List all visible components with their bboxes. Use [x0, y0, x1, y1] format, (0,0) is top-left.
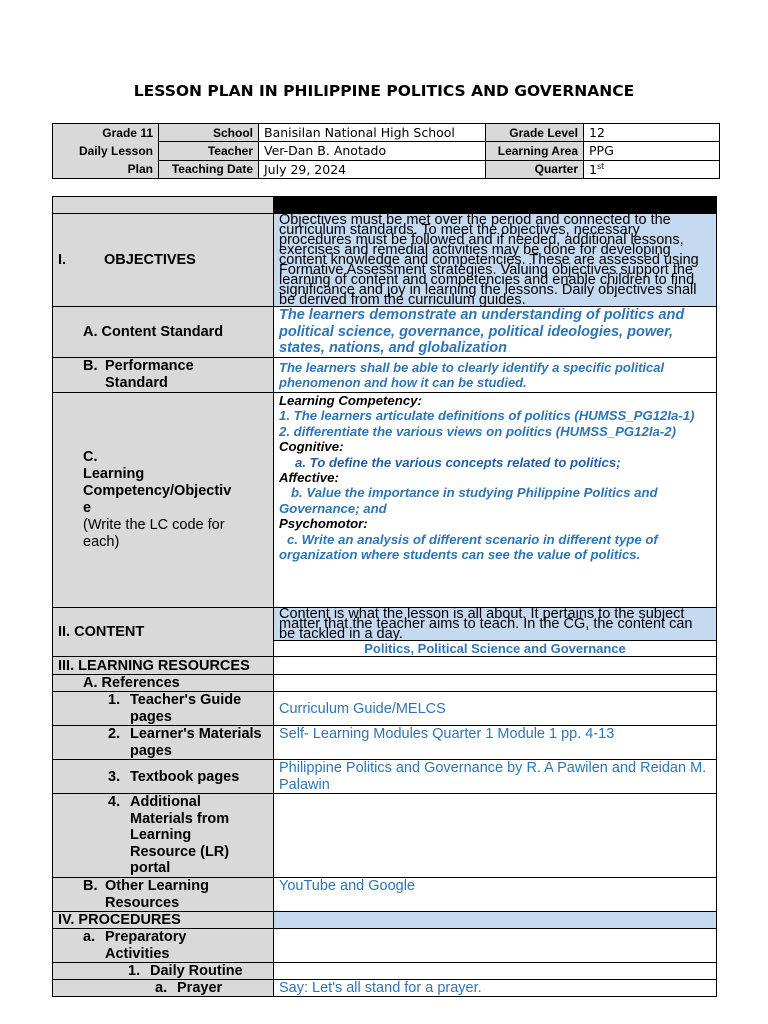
teachers-guide-value: Curriculum Guide/MELCS [274, 692, 717, 726]
content-topic: Politics, Political Science and Governance [274, 641, 717, 657]
competency-label-3: e [83, 500, 92, 516]
textbook-value: Philippine Politics and Governance by R. A Pawilen and Reidan M. Palawin [274, 760, 717, 794]
content-standard-label: A. Content Standard [53, 307, 274, 358]
additional-materials-text: Additional Materials from Learning Resource (LR) portal [130, 794, 230, 877]
grade-block [53, 124, 159, 179]
grade-level-value: 12 [584, 124, 720, 142]
quarter-value [584, 160, 720, 178]
content-note: Content is what the lesson is all about. It pertains to the subject matter that the teacher aims to teach. In the CG, the content can be tackled in a day. [274, 608, 717, 641]
objectives-heading [53, 214, 274, 307]
quarter-suffix: st [596, 161, 605, 171]
other-resources-text: Other Learning Resources [105, 878, 209, 911]
teachers-guide-num: 1. [108, 692, 121, 708]
additional-materials-num: 4. [108, 794, 121, 811]
cognitive-objective: a. To define the various concepts related to politics; [295, 454, 621, 470]
lc-item-2: 2. differentiate the various views on politics (HUMSS_PG12Ia-2) [279, 423, 676, 439]
objectives-numeral: I. [58, 252, 67, 268]
performance-label-1: Performance [105, 358, 194, 374]
psychomotor-label: Psychomotor: [279, 516, 368, 532]
other-resources-value: YouTube and Google [274, 878, 717, 912]
teachers-guide-text: Teacher's Guide pages [130, 692, 242, 725]
teachers-guide-label [53, 692, 274, 726]
grade-block-line-3: Plan [127, 162, 153, 176]
learning-area-label: Learning Area [486, 142, 584, 160]
preparatory-text: Preparatory Activities [105, 929, 187, 962]
additional-materials-value [274, 794, 717, 878]
procedures-blank [274, 912, 717, 929]
preparatory-letter: a. [83, 929, 96, 945]
cognitive-label: Cognitive: [279, 439, 344, 455]
prayer-letter: a. [155, 980, 168, 996]
performance-letter: B. [83, 358, 98, 374]
preparatory-blank [274, 929, 717, 963]
page-title: LESSON PLAN IN PHILIPPINE POLITICS AND GOVERNANCE [133, 82, 635, 100]
performance-standard-text: The learners shall be able to clearly identify a specific political phenomenon and how it can be studied. [274, 358, 717, 393]
references-label: A. References [53, 675, 274, 692]
school-label: School [159, 124, 259, 142]
quarter-label: Quarter [486, 160, 584, 178]
competency-label-2: Competency/Objectiv [83, 483, 232, 499]
content-heading: II. CONTENT [53, 608, 274, 657]
daily-routine-label [53, 963, 274, 980]
grade-block-line-2: Daily Lesson [78, 144, 153, 158]
objectives-note: Objectives must be met over the period and connected to the curriculum standards. To meet the objectives, necessary procedures must be followed and if needed, additional lessons, exercises and remedial activities may be done for developing content knowledge and competencies. These are assessed using Formative Assessment strategies. Valuing objectives support the learning of content and competencies and enable children to find significance and joy in learning the lessons. Daily objectives shall be derived from the curriculum guides. [274, 214, 717, 307]
learning-area-value: PPG [584, 142, 720, 160]
grade-block-line-1: Grade 11 [102, 126, 153, 140]
procedures-heading: IV. PROCEDURES [53, 912, 274, 929]
top-black-bar [274, 197, 717, 214]
content-standard-text: The learners demonstrate an understanding of politics and political science, governance, political ideologies, power, states, nations, and globalization [274, 307, 717, 358]
lc-item-1: 1. The learners articulate definitions of politics (HUMSS_PG12Ia-1) [279, 408, 695, 424]
other-resources-letter: B. [83, 878, 98, 894]
daily-routine-num: 1. [128, 963, 141, 979]
resources-heading: III. LEARNING RESOURCES [53, 657, 274, 675]
competency-label [53, 393, 274, 608]
school-value: Banisilan National High School [259, 124, 486, 142]
date-value: July 29, 2024 [259, 160, 486, 178]
references-blank [274, 675, 717, 692]
competency-label-1: Learning [83, 466, 145, 482]
lc-heading: Learning Competency: [279, 393, 422, 408]
preparatory-label [53, 929, 274, 963]
learners-materials-text: Learner's Materials pages [130, 726, 262, 759]
header-table [52, 123, 720, 179]
affective-objective: b. Value the importance in studying Philippine Politics and Governance; and [279, 485, 658, 516]
teacher-label: Teacher [159, 142, 259, 160]
learners-materials-label [53, 726, 274, 760]
other-resources-label [53, 878, 274, 912]
prayer-value: Say: Let's all stand for a prayer. [274, 980, 717, 997]
quarter-number: 1 [589, 161, 597, 177]
lesson-table [52, 196, 717, 997]
competency-letter: C. [83, 449, 98, 465]
competency-label-4: (Write the LC code for each) [83, 517, 225, 550]
competency-content [274, 393, 717, 608]
textbook-num: 3. [108, 768, 121, 785]
prayer-label [53, 980, 274, 997]
textbook-text: Textbook pages [130, 768, 240, 785]
textbook-label [53, 760, 274, 794]
daily-routine-text: Daily Routine [150, 963, 243, 979]
psychomotor-objective: c. Write an analysis of different scenario in different type of organization where students can see the value of politics. [279, 531, 658, 563]
grade-level-label: Grade Level [486, 124, 584, 142]
prayer-text: Prayer [177, 980, 223, 996]
daily-routine-blank [274, 963, 717, 980]
performance-standard-label [53, 358, 274, 393]
objectives-label: OBJECTIVES [104, 252, 196, 268]
additional-materials-label [53, 794, 274, 878]
performance-label-2: Standard [105, 375, 168, 391]
learners-materials-value: Self- Learning Modules Quarter 1 Module 1 pp. 4-13 [274, 726, 717, 760]
resources-blank [274, 657, 717, 675]
teacher-value: Ver-Dan B. Anotado [259, 142, 486, 160]
top-blank-cell [53, 197, 274, 214]
learners-materials-num: 2. [108, 726, 121, 742]
date-label: Teaching Date [159, 160, 259, 178]
affective-label: Affective: [279, 470, 339, 486]
